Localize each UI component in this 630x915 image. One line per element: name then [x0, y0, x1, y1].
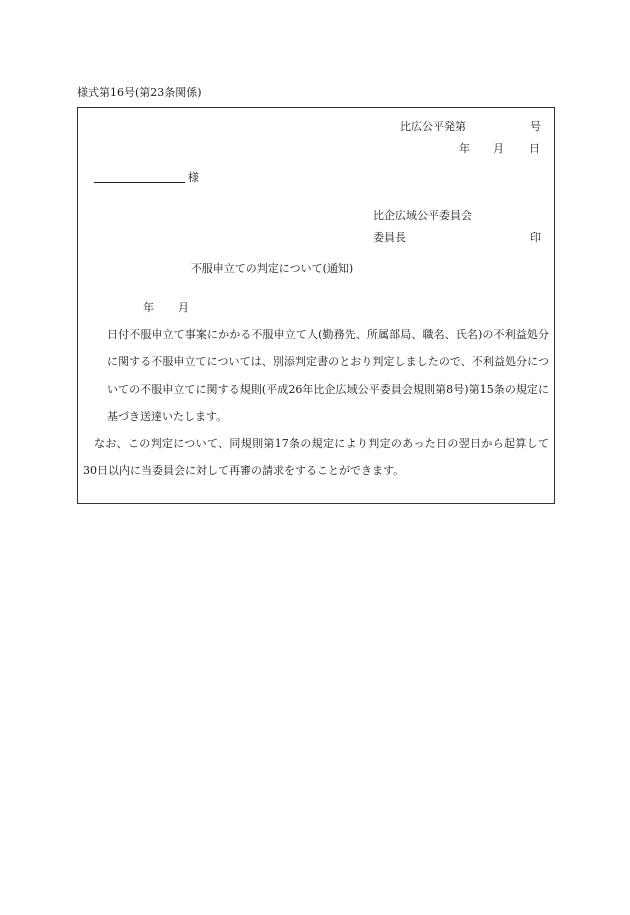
issuer-organization: 比企広域公平委員会: [373, 209, 472, 222]
reference-number-prefix: 比広公平発第: [400, 120, 466, 133]
issuer-title: 委員長: [373, 231, 406, 244]
body-paragraph-2: なお、この判定について、同規則第17条の規定により判定のあった日の翌日から起算して30日以内に当委員会に対して再審の請求をすることができます。: [83, 437, 549, 478]
date-day: 日: [529, 142, 540, 155]
date-month: 月: [493, 142, 504, 155]
body-paragraph-1: [83, 294, 549, 430]
body-paragraph-1-text: 日付不服申立て事案にかかる不服申立て人(勤務先、所属部局、職名、氏名)の不利益処分に関する不服申立てについては、別添判定書のとおり判定しましたので、不利益処分についての不服申立てに関する規則(平成26年比企広域公平委員会規則第8号)第15条の規定に基づき送達いたします。: [107, 328, 549, 423]
form-number: 様式第16号(第23条関係): [77, 86, 202, 99]
issuer-seal: 印: [530, 231, 541, 244]
notice-document: [77, 107, 555, 504]
date-year: 年: [459, 142, 470, 155]
reference-number-suffix: 号: [530, 120, 541, 133]
document-body: [83, 294, 549, 484]
document-title: 不服申立ての判定について(通知): [190, 262, 354, 275]
body-date-year: 年: [143, 301, 154, 314]
addressee-honorific: 様: [188, 171, 199, 184]
addressee-name-line: [94, 182, 185, 183]
body-date-month: 月: [178, 301, 189, 314]
